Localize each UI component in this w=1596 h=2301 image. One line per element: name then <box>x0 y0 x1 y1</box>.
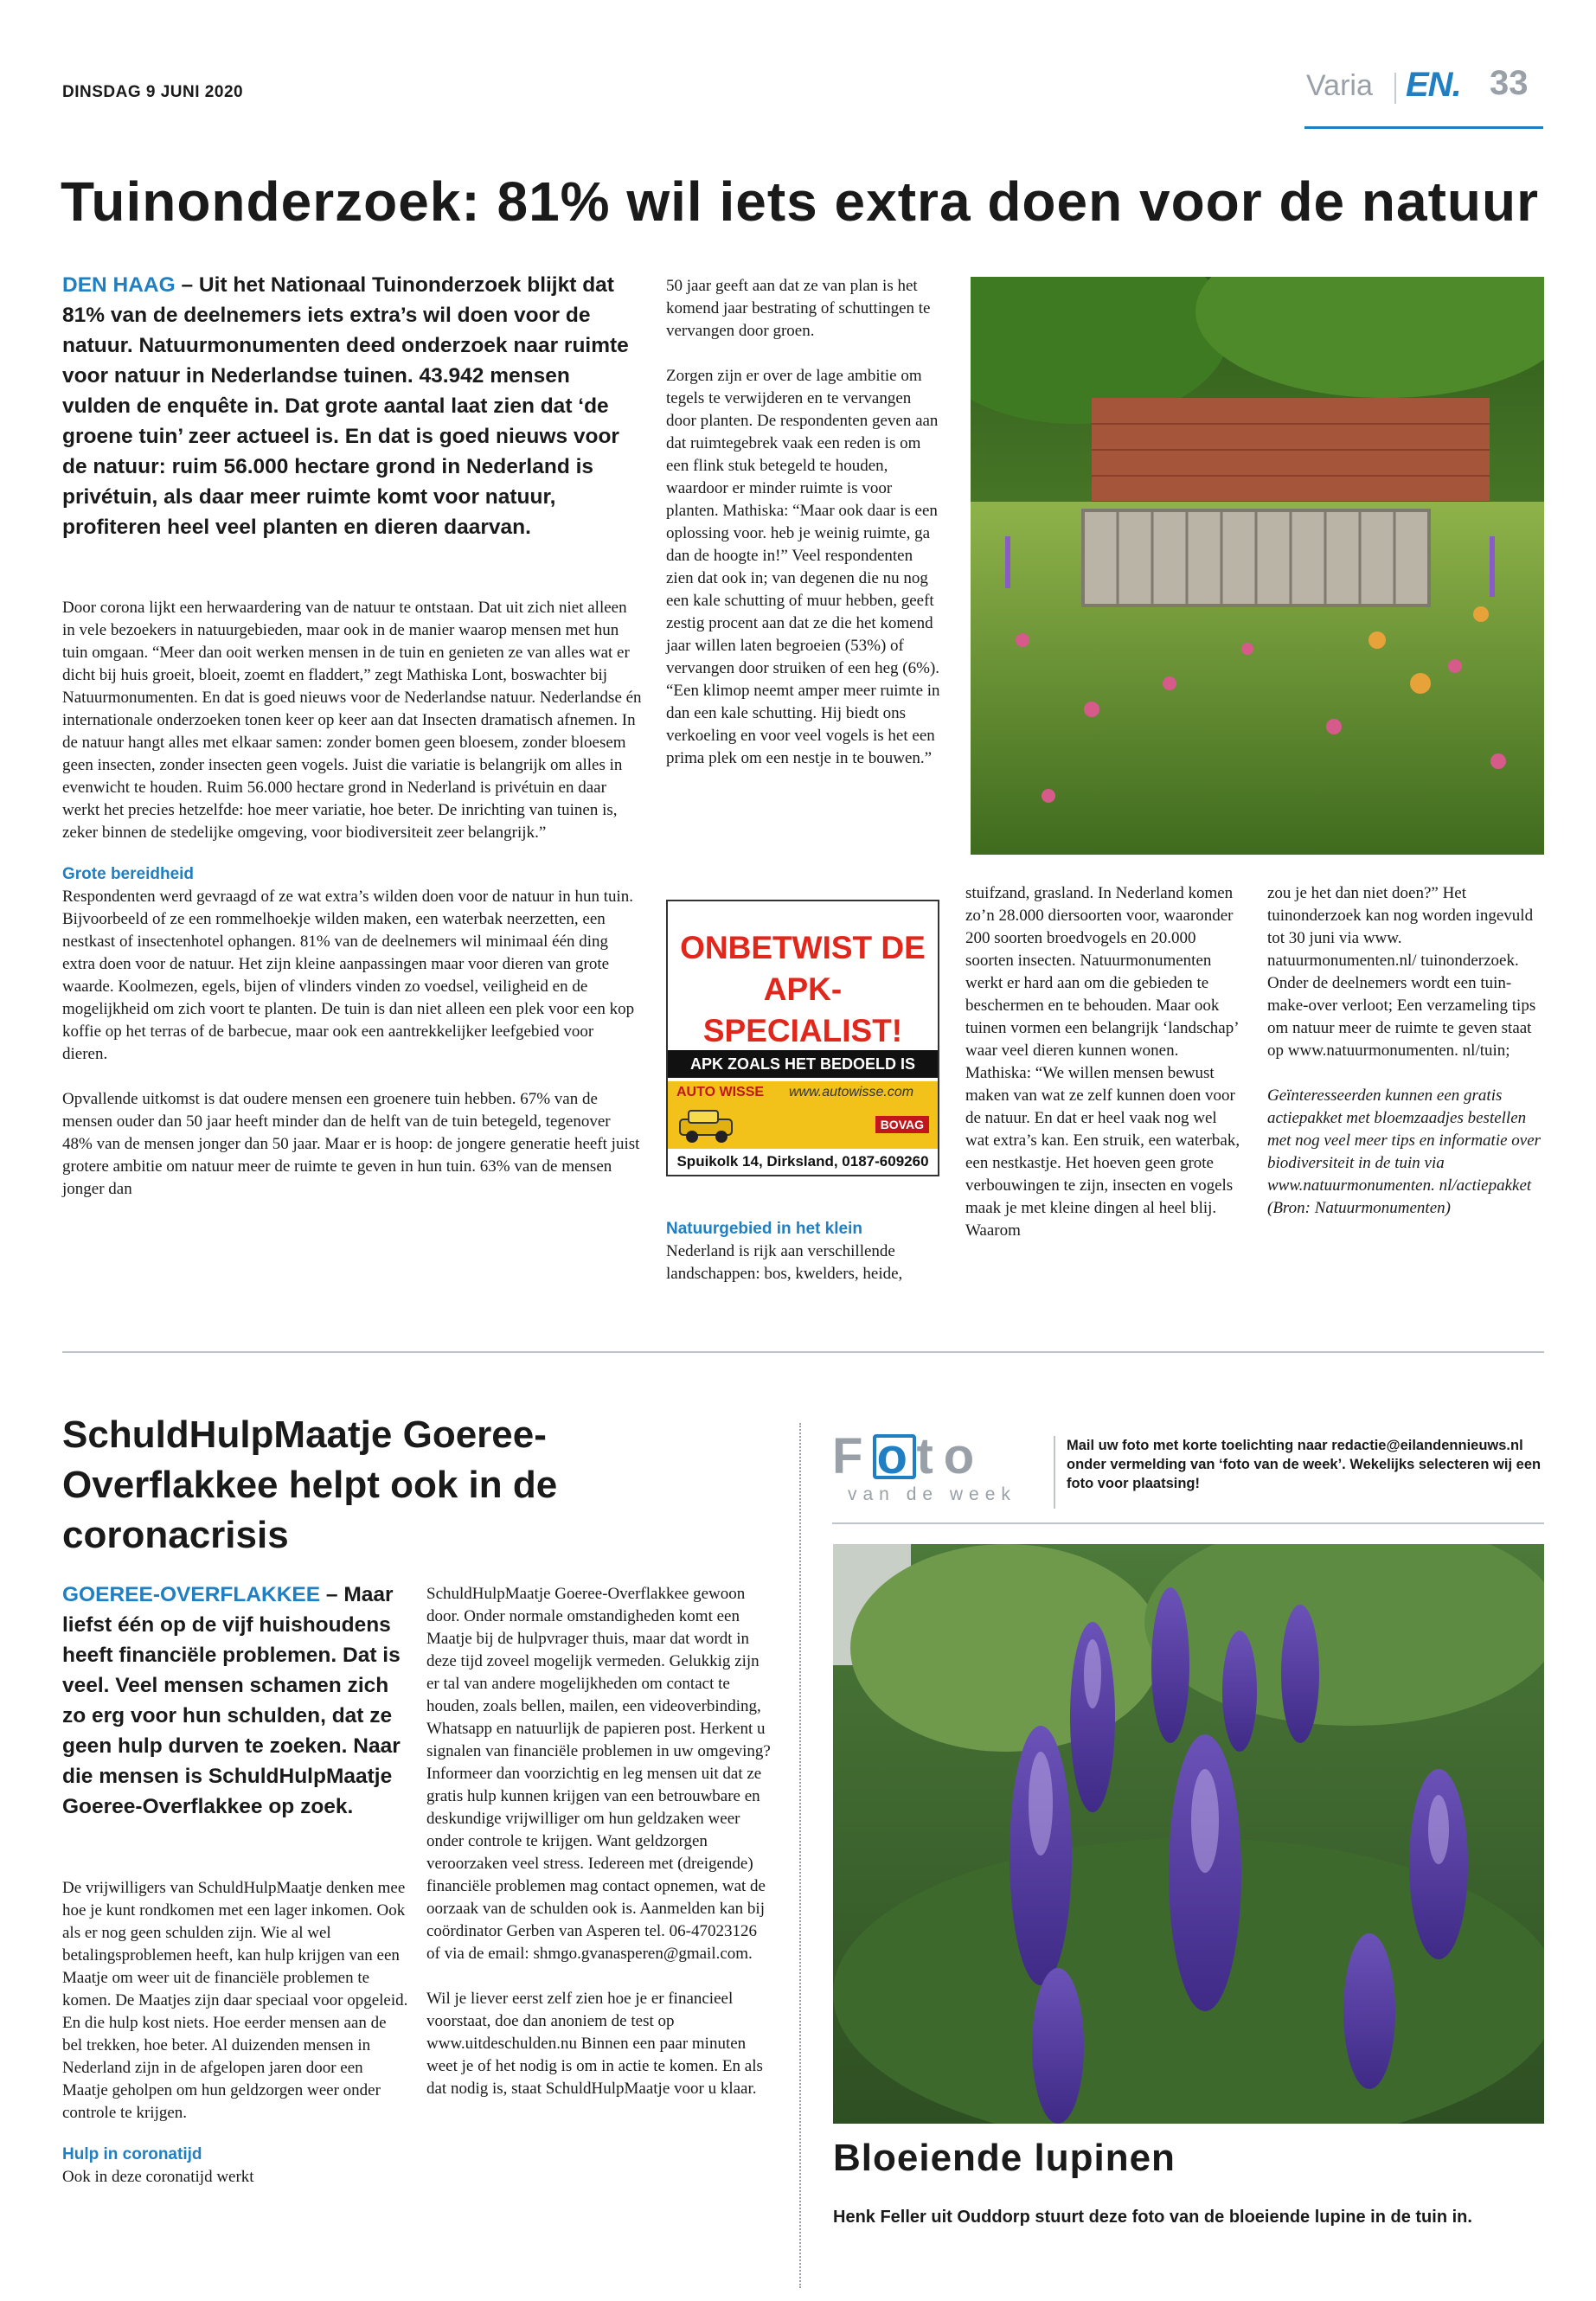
article-column-2 <box>666 275 943 770</box>
paragraph-italic: Geïnteresseerden kunnen een gratis actiepakket met bloemzaadjes bestellen met nog veel meer tips en informatie over biodiversiteit in de tuin via www.natuurmonumenten. nl/actiepakket (Bron: Natuurmonumenten) <box>1267 1086 1542 1217</box>
section-divider <box>62 1351 1544 1353</box>
paragraph: Ook in deze coronatijd werkt <box>62 2168 254 2186</box>
subheading: Hulp in coronatijd <box>62 2145 202 2163</box>
article-column-2b <box>666 1218 943 1285</box>
subheading: Natuurgebied in het klein <box>666 1220 862 1238</box>
article-column-4 <box>1267 882 1544 1220</box>
paragraph: Respondenten werd gevraagd of ze wat extra’s wilden doen voor de natuur in hun tuin. Bijvoorbeeld of ze een rommelhoekje wilden maken, een waterbak neerzetten, een nestkast of insectenhotel ophangen. 81% van de deelnemers wil minimaal één ding extra doen voor de natuur. Het zijn kleine aanpassingen maar voor dieren van grote waarde. Koolmezen, egels, bijen of vlinders vinden zo voedsel, veiligheid en de mogelijkheid om zich voort te planten. De tuin is dan niet alleen een plek voor een kop koffie op het terras of de barbecue, maar ook een aantrekkelijker leefgebied voor dieren. <box>62 888 635 1063</box>
article-column-1 <box>62 1877 408 2189</box>
header-separator <box>1394 73 1396 104</box>
car-icon <box>676 1107 737 1145</box>
foto-rule <box>832 1522 1544 1524</box>
section-label: Varia <box>1306 69 1373 102</box>
photo-title: Bloeiende lupinen <box>833 2137 1176 2179</box>
article-column-3 <box>965 882 1244 1242</box>
foto-subtitle: van de week <box>848 1484 1016 1504</box>
photo-caption: Henk Feller uit Ouddorp stuurt deze foto van de bloeiende lupine in de tuin in. <box>833 2208 1472 2227</box>
lead-text: – Maar liefst één op de vijf huishoudens heeft financiële problemen. Dat is veel. Veel mensen schamen zich zo erg voor hun schulden, dat ze geen hulp durven te zoeken. Naar die mensen is SchuldHulpMaatje Goeree-Overflakkee op zoek. <box>62 1583 401 1818</box>
article-headline: Tuinonderzoek: 81% wil iets extra doen voor de natuur <box>61 170 1539 233</box>
newspaper-logo: EN. <box>1406 66 1461 104</box>
ad-tagline: APK ZOALS HET BEDOELD IS <box>668 1050 938 1078</box>
foto-van-de-week-logo <box>832 1427 1066 1505</box>
lead-text: – Uit het Nationaal Tuinonderzoek blijkt dat 81% van de deelnemers iets extra’s wil doen voor de natuur. Natuurmonumenten deed onderzoek naar ruimte voor natuur in Nederlandse tuinen. 43.942 mensen vulden de enquête in. Dat grote aantal laat zien dat ‘de groene tuin’ zeer actueel is. En dat is goed nieuws voor de natuur: ruim 56.000 hectare grond in Nederland is privétuin, als daar meer ruimte komt voor natuur, profiteren heel veel planten en dieren daarvan. <box>62 273 629 539</box>
paragraph: Zorgen zijn er over de lage ambitie om tegels te verwijderen en te vervangen door planten. De respondenten geven aan dat ruimtegebrek vaak een reden is om een flink stuk betegeld te houden, waardoor er minder ruimte is voor planten. Mathiska: “Maar ook daar is een oplossing voor. heb je weinig ruimte, ga dan de hoogte in!” Veel respondenten zien dat ook in; van degenen die nu nog een kale schutting of muur hebben, geeft zestig procent aan dat ze die het komend jaar willen laten begroeien (53%) of vervangen door struiken of een heg (6%). “Een klimop neemt amper meer ruimte in dan een kale schutting. Hij biedt ons verkoeling en voor veel vogels is het een prima plek om een nestje in te bouwen.” <box>666 367 940 767</box>
ad-bovag-badge: BOVAG <box>875 1116 929 1133</box>
paragraph: De vrijwilligers van SchuldHulpMaatje denken mee hoe je kunt rondkomen met een lager inkomen. Ook als er nog geen schulden zijn. Wie al wel betalingsproblemen heeft, kan hulp krijgen van een Maatje om weer uit de financiële problemen te komen. De Maatjes zijn daar speciaal voor opgeleid. En die hulp kost niets. Hoe eerder mensen aan de bel trekken, hoe beter. Al duizenden mensen in Nederland zijn in de afgelopen jaren door een Maatje geholpen om hun geldzorgen weer onder controle te krijgen. <box>62 1879 408 2122</box>
ad-address: Spuikolk 14, Dirksland, 0187-609260 <box>668 1149 938 1175</box>
paragraph: SchuldHulpMaatje Goeree-Overflakkee gewoon door. Onder normale omstandigheden komt een Maatje bij de hulpvrager thuis, maar dat wordt in deze tijd zoveel mogelijk vermeden. Gelukkig zijn er tal van andere mogelijkheden om contact te houden, zoals bellen, mailen, een videoverbinding, Whatsapp en natuurlijk de papieren post. Herkent u signalen van financiële problemen in uw omgeving? Informeer dan voorzichtig en leg mensen uit dat ze gratis hulp kunnen krijgen van een betrouwbare en deskundige vrijwilliger om hun geldzaken weer onder controle te krijgen. Want geldzorgen veroorzaken veel stress. Iedereen met (dreigende) financiële problemen mag contact opnemen, wat de oorzaak van de schulden ook is. Aanmelden kan bij coördinator Gerben van Asperen tel. 06-47023126 of via de email: shmgo.gvanasperen@gmail.com. <box>426 1585 771 1963</box>
ad-headline: ONBETWIST DE APK-SPECIALIST! <box>680 930 926 1048</box>
article-headline: SchuldHulpMaatje Goeree-Overflakkee helpt ook in de coronacrisis <box>62 1413 558 1556</box>
article-lead <box>62 1580 408 1822</box>
article-lead <box>62 270 633 542</box>
column-divider-dotted <box>799 1423 801 2288</box>
dateline: GOEREE-OVERFLAKKEE <box>62 1583 321 1606</box>
ad-brand: AUTO WISSE <box>676 1085 765 1099</box>
paragraph: Door corona lijkt een herwaardering van de natuur te ontstaan. Dat uit zich niet alleen in vele bezoekers in natuurgebieden, maar ook in de manier waarop mensen met hun tuin omgaan. “Meer dan ooit werken mensen in de tuin en genieten ze van alles wat er dicht bij huis groeit, bloeit, zoemt en fladdert,” zegt Mathiska Lont, boswachter bij Natuurmonumenten. En dat is goed nieuws voor de Nederlandse natuur. Nederlandse én internationale onderzoeken tonen keer op keer aan dat Insecten dramatisch afnemen. In de natuur hangt alles met elkaar samen: zonder bomen geen bloesem, zonder bloesem geen insecten, zonder insecten geen vogels. Juist die variatie is belangrijk om alles in evenwicht te houden. Ruim 56.000 hectare grond in Nederland is privétuin en daar werkt het precies hetzelfde: hoe meer variatie, hoe beter. De inrichting van tuinen is, zeker binnen de stedelijke omgeving, voor biodiversiteit zeer belangrijk.” <box>62 599 642 842</box>
paragraph: zou je het dan niet doen?” Het tuinonderzoek kan nog worden ingevuld tot 30 juni via www. natuurmonumenten.nl/ tuinonderzoek. Onder de deelnemers wordt een tuin-make-over verloot; Een verzameling tips om natuur meer de ruimte te geven staat op www.natuurmonumenten. nl/tuin; <box>1267 884 1536 1060</box>
lupine-photo <box>833 1544 1544 2124</box>
subheading: Grote bereidheid <box>62 865 195 883</box>
ad-brand-strip <box>668 1081 938 1156</box>
foto-wordmark: Foto <box>832 1428 985 1484</box>
camera-lens-icon: o <box>873 1434 916 1479</box>
paragraph: Nederland is rijk aan verschillende landschappen: bos, kwelders, heide, <box>666 1242 903 1283</box>
paragraph: Opvallende uitkomst is dat oudere mensen een groenere tuin hebben. 67% van de mensen ouder dan 50 jaar heeft minder dan de helft van de tuin betegeld, tegenover 48% van de mensen jonger dan 50 jaar. Maar er is hoop: de jongere generatie heeft juist grotere ambitie om natuur meer de ruimte te geven in hun tuin. 63% van de mensen jonger dan <box>62 1090 640 1198</box>
foto-separator <box>1054 1436 1055 1509</box>
issue-date: DINSDAG 9 JUNI 2020 <box>62 83 244 101</box>
article-column-2 <box>426 1583 772 2100</box>
page-number: 33 <box>1490 64 1529 102</box>
header-rule <box>1304 126 1543 129</box>
ad-url: www.autowisse.com <box>789 1085 914 1099</box>
foto-submission-info: Mail uw foto met korte toelichting naar redactie@eilandennieuws.nl onder vermelding van ‘foto van de week’. Wekelijks selecteren wij een foto voor plaatsing! <box>1067 1438 1542 1491</box>
article-column-1 <box>62 597 642 1201</box>
garden-bench-photo <box>971 277 1544 855</box>
dateline: DEN HAAG <box>62 273 176 297</box>
advertisement[interactable] <box>666 900 939 1176</box>
paragraph: stuifzand, grasland. In Nederland komen zo’n 28.000 diersoorten voor, waaronder 200 soorten broedvogels en 20.000 soorten insecten. Natuurmonumenten werkt er hard aan om die gebieden te beschermen en te behouden. Maar ook tuinen vormen een belangrijk ‘landschap’ waar veel dieren kunnen wonen. Mathiska: “We willen mensen bewust maken van wat ze zelf kunnen doen voor de natuur. En dat er heel vaak nog wel wat extra’s kan. Een struik, een waterbak, een nestkastje. Het hoeven geen grote verbouwingen te zijn, insecten en vogels maak je met kleine dingen al heel blij. Waarom <box>965 884 1240 1240</box>
paragraph: 50 jaar geeft aan dat ze van plan is het komend jaar bestrating of schuttingen te vervangen door groen. <box>666 277 931 340</box>
paragraph: Wil je liever eerst zelf zien hoe je er financieel voorstaat, doe dan anoniem de test op www.uitdeschulden.nu Binnen een paar minuten weet je of het nodig is om in actie te komen. En als dat nodig is, staat SchuldHulpMaatje voor u klaar. <box>426 1990 763 2098</box>
